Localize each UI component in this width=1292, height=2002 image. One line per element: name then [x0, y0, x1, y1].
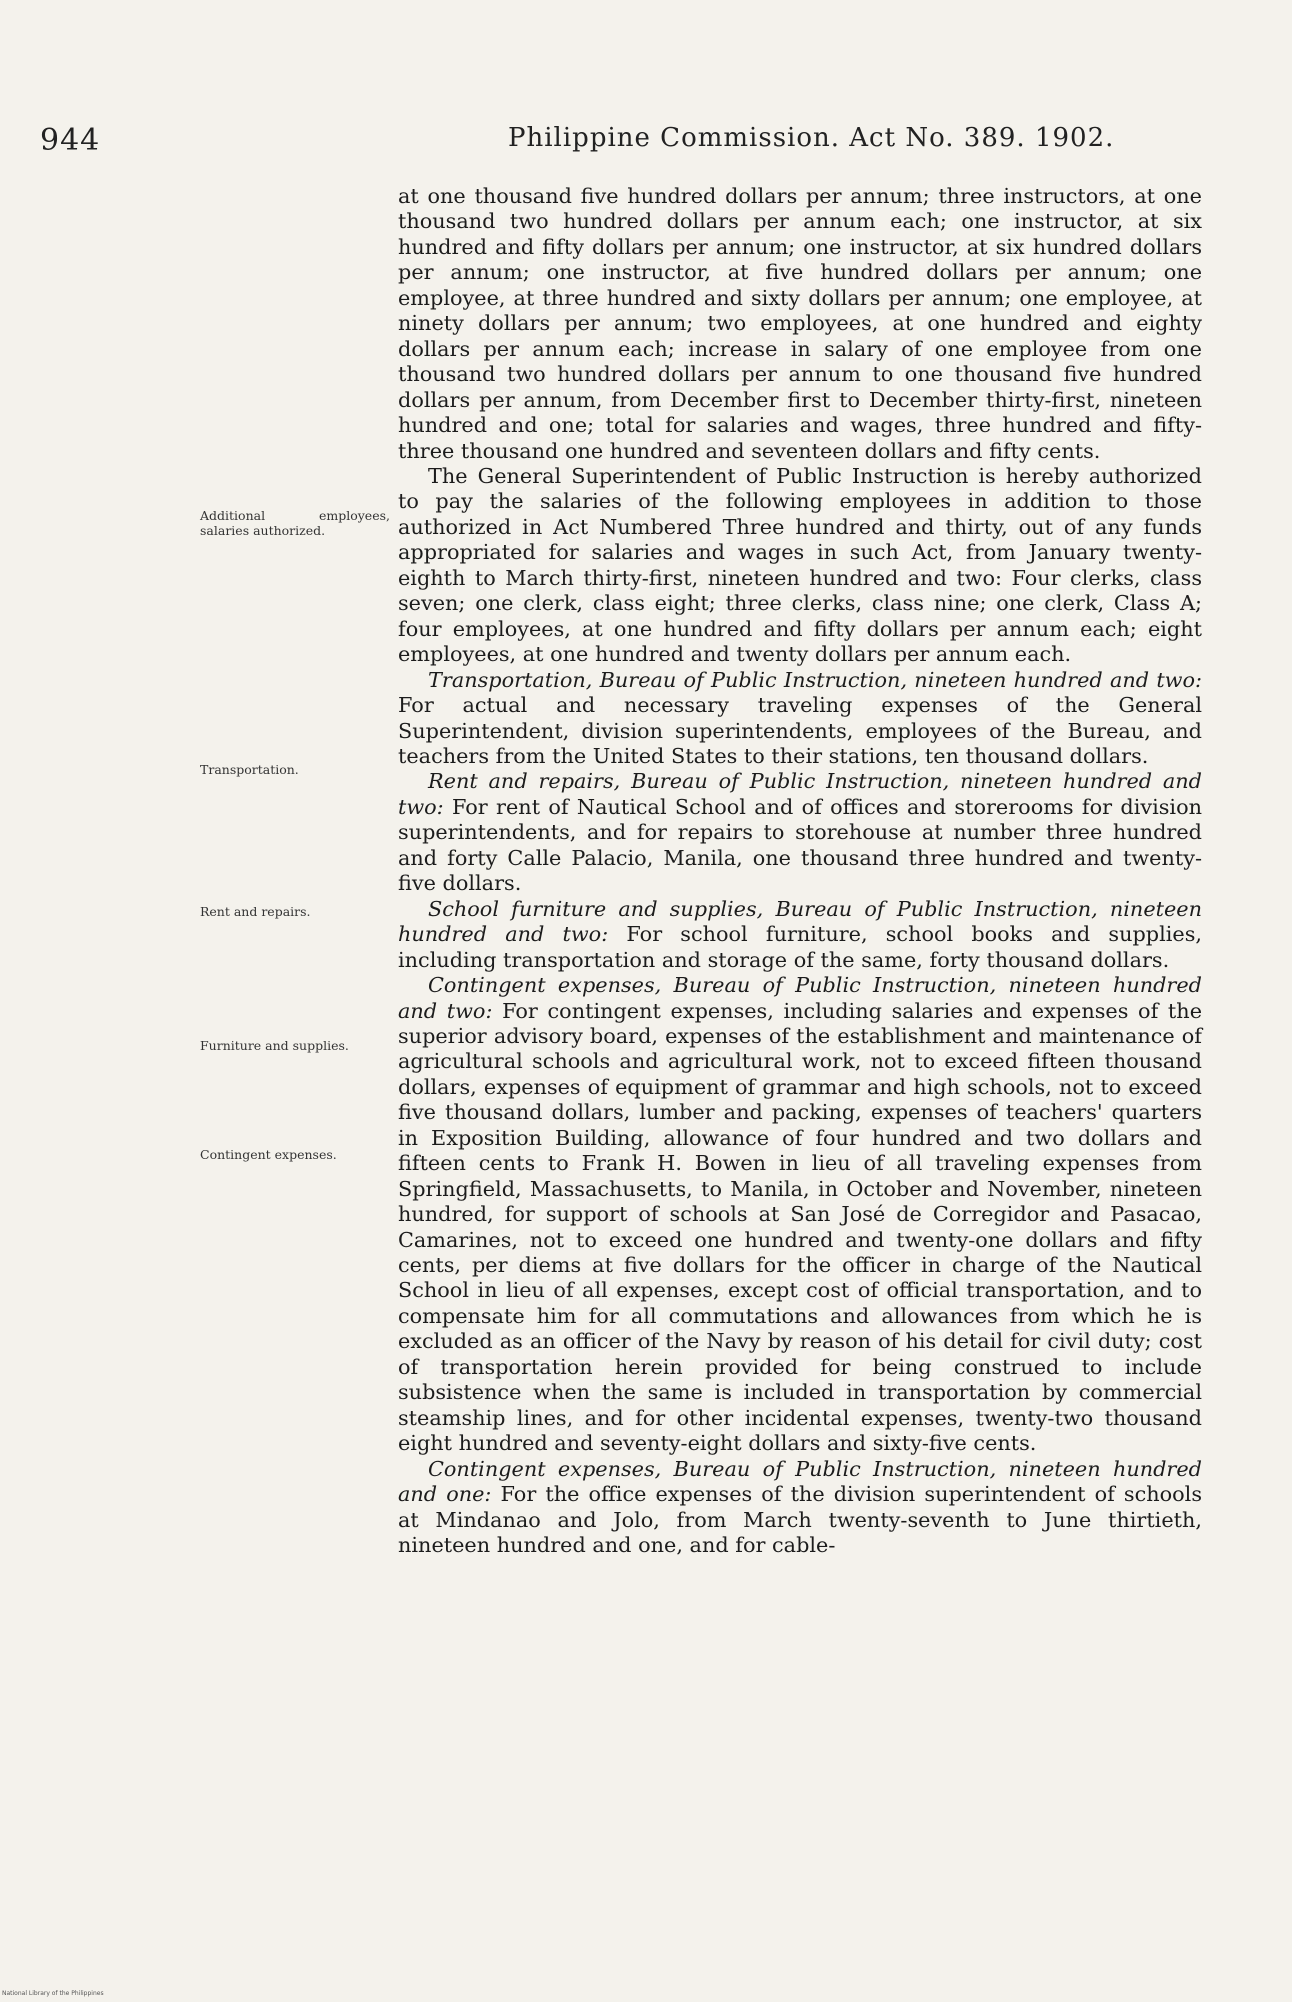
running-head: Philippine Commission. Act No. 389. 1902. [508, 123, 1115, 153]
margin-note-additional-employees: Additional employees, salaries authorized. [200, 508, 390, 538]
paragraph-salaries-continued: at one thousand five hundred dollars per annum; three instructors, at one thousand two hundred dollars per annum each; one instructor, at six hundred and fifty dollars per annum; one instructor, at six hundred dollars per annum; one instructor, at five hundred dollars per annum; one employee, at three hundred and sixty dollars per annum; one employee, at ninety dollars per annum; two employees, at one hundred and eighty dollars per annum each; increase in salary of one employee from one thousand two hundred dollars per annum to one thousand five hundred dollars per annum, from December first to December thirty-first, nineteen hundred and one; total for salaries and wages, three hundred and fifty-three thousand one hundred and seventeen dollars and fifty cents. [398, 184, 1202, 463]
margin-note-furniture-supplies: Furniture and supplies. [200, 1038, 349, 1053]
text-contingent-1902: For contingent expenses, including salaries and expenses of the superior advisory board, expenses of the establishment and maintenance of agricultural schools and agricultural work, not to exceed fifteen thousand dollars, expenses of equipment of grammar and high schools, not to exceed five thousand dollars, lumber and packing, expenses of teachers' quarters in Exposition Building, allowance of four hundred and two dollars and fifteen cents to Frank H. Bowen in lieu of all traveling expenses from Springfield, Massachusetts, to Manila, in October and November, nineteen hundred, for support of schools at San José de Corregidor and Pasacao, Camarines, not to exceed one hundred and twenty-one dollars and fifty cents, per diems at five dollars for the officer in charge of the Nautical School in lieu of all expenses, except cost of official transportation, and to compensate him for all commutations and allowances from which he is excluded as an officer of the Navy by reason of his detail for civil duty; cost of transportation herein provided for being construed to include subsistence when the same is included in transportation by commercial steamship lines, and for other incidental expenses, twenty-two thousand eight hundred and seventy-eight dollars and sixty-five cents. [398, 998, 1202, 1456]
text-contingent-1901: For the office expenses of the division superintendent of schools at Mindanao and Jolo, from March twenty-seventh to June thirtieth, nineteen hundred and one, and for cable- [398, 1482, 1202, 1558]
heading-furniture-supplies: School furniture and supplies, Bureau of Public Instruction, nineteen hundred and two: [398, 896, 1202, 947]
page-number: 944 [40, 123, 101, 158]
paragraph-additional-employees: The General Superintendent of Public Instruction is hereby authorized to pay the salaries of the following employees in addition to those authorized in Act Numbered Three hundred and thirty, out of any funds appropriated for salaries and wages in such Act, from January twenty-eighth to March thirty-first, nineteen hundred and two: Four clerks, class seven; one clerk, class eight; three clerks, class nine; one clerk, Class A; four employees, at one hundred and fifty dollars per annum each; eight employees, at one hundred and twenty dollars per annum each. [398, 463, 1202, 667]
margin-note-contingent-expenses: Contingent expenses. [200, 1147, 337, 1162]
heading-rent-repairs: Rent and repairs, Bureau of Public Instruction, nineteen hundred and two: [398, 769, 1202, 819]
paragraph-rent-repairs [398, 769, 1202, 896]
margin-note-transportation: Transportation. [200, 762, 299, 777]
heading-transportation: Transportation, Bureau of Public Instruction, nineteen hundred and two: [428, 667, 1202, 692]
paragraph-transportation [398, 668, 1202, 770]
source-footer-note: National Library of the Philippines [2, 1990, 104, 1997]
paragraph-contingent-1902 [398, 973, 1202, 1457]
heading-contingent-1902: Contingent expenses, Bureau of Public Instruction, nineteen hundred and two: [398, 973, 1202, 1023]
margin-note-rent-repairs: Rent and repairs. [200, 904, 311, 919]
heading-contingent-1901: Contingent expenses, Bureau of Public Instruction, nineteen hundred and one: [398, 1456, 1202, 1507]
text-furniture-supplies: For school furniture, school books and supplies, including transportation and storage of the same, forty thousand dollars. [398, 922, 1202, 972]
body-text [398, 184, 1202, 1558]
text-rent-repairs: For rent of Nautical School and of offices and storerooms for division superintendents, and for repairs to storehouse at number three hundred and forty Calle Palacio, Manila, one thousand three hundred and twenty-five dollars. [398, 794, 1202, 896]
paragraph-furniture-supplies [398, 897, 1202, 973]
text-transportation: For actual and necessary traveling expenses of the General Superintendent, division superintendents, employees of the Bureau, and teachers from the United States to their stations, ten thousand dollars. [398, 693, 1202, 768]
paragraph-contingent-1901 [398, 1457, 1202, 1559]
